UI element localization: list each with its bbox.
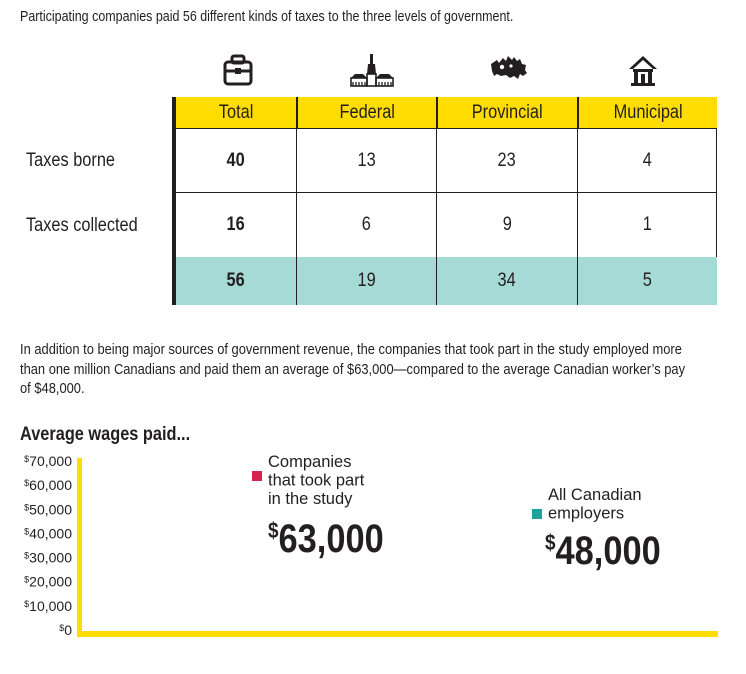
- intro-text: Participating companies paid 56 different kinds of taxes to the three levels of government.: [20, 9, 514, 25]
- series-name-line: All Canadian: [548, 486, 642, 504]
- table-cell-total: 56: [226, 270, 246, 291]
- y-tick-label: $70,000: [24, 453, 72, 469]
- table-cell: 1: [642, 214, 652, 235]
- table-cell-total: 19: [357, 270, 376, 291]
- table-cell: 40: [226, 149, 246, 171]
- x-axis: [77, 631, 718, 637]
- paragraph-line: of $48,000.: [20, 380, 85, 397]
- data-label: $63,000: [268, 515, 384, 561]
- y-axis: [77, 458, 82, 635]
- series-name-line: Companies: [268, 453, 352, 471]
- y-tick-label: $60,000: [24, 477, 72, 494]
- header-federal: Federal: [339, 101, 395, 123]
- summary-paragraph: [20, 340, 746, 399]
- header-municipal: Municipal: [613, 101, 683, 123]
- paragraph-line: than one million Canadians and paid them an average of $63,000—compared to the average Canadian worker’s pay: [20, 360, 686, 378]
- y-tick-label: $40,000: [24, 525, 72, 542]
- y-tick-label: $50,000: [24, 501, 72, 518]
- paragraph-line: In addition to being major sources of government revenue, the companies that took part in the study employed more: [20, 341, 682, 358]
- y-tick-label: $10,000: [24, 597, 72, 614]
- table-cell: 23: [497, 149, 517, 171]
- y-tick-label: $0: [59, 622, 72, 638]
- row-label-taxes-borne: Taxes borne: [26, 150, 116, 171]
- table-cell: 6: [361, 214, 372, 235]
- table-cell: 16: [226, 214, 246, 235]
- table-cell: 4: [642, 149, 652, 171]
- row-label-taxes-collected: Taxes collected: [26, 215, 138, 236]
- wages-chart: [0, 440, 746, 650]
- legend-marker: [532, 509, 542, 519]
- chart-title: Average wages paid...: [20, 424, 191, 445]
- data-label: $48,000: [545, 527, 661, 573]
- table-cell-total: 5: [642, 270, 652, 291]
- series-name-line: in the study: [268, 490, 353, 508]
- y-tick-label: $30,000: [24, 549, 72, 566]
- series-name-line: employers: [548, 504, 625, 523]
- legend-marker: [252, 471, 262, 481]
- header-provincial: Provincial: [472, 101, 543, 123]
- y-tick-label: $20,000: [24, 573, 72, 590]
- table-cell: 13: [357, 149, 376, 171]
- table-cell: 9: [502, 214, 512, 235]
- table-cell-total: 34: [497, 270, 517, 291]
- tax-table: [0, 0, 746, 310]
- series-name-line: that took part: [268, 471, 365, 490]
- header-total: Total: [218, 101, 254, 123]
